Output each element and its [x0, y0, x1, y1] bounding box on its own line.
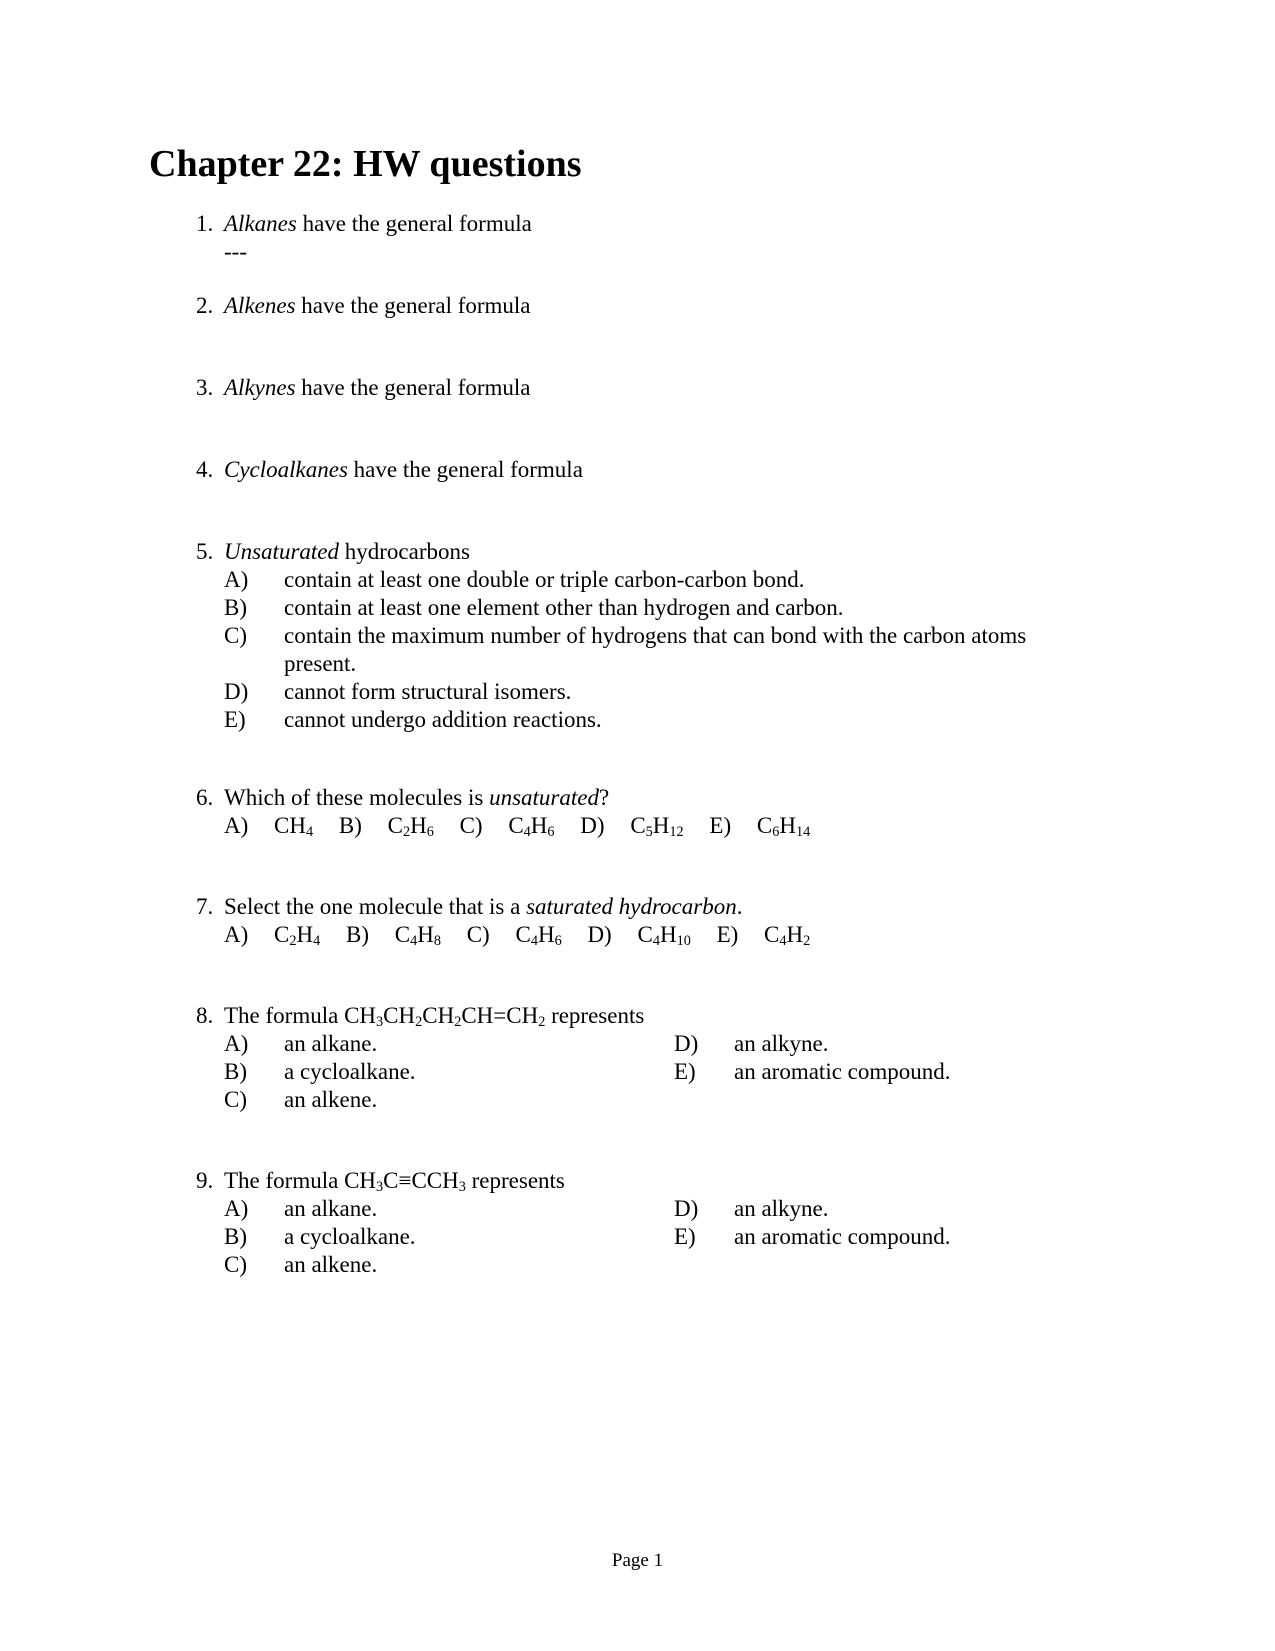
- question-2: [196, 292, 531, 320]
- question-text: have the general formula: [295, 293, 531, 318]
- question-term: unsaturated: [489, 785, 599, 810]
- question-number: 4.: [196, 457, 214, 482]
- answer-options: [224, 812, 830, 840]
- option-letter: C): [224, 623, 247, 648]
- answer-option: B) a cycloalkane.: [224, 1059, 416, 1084]
- answer-option: A) an alkane.: [224, 1031, 378, 1056]
- option-text: contain the maximum number of hydrogens that can bond with the carbon atoms present.: [284, 623, 1027, 676]
- question-text-end: represents: [545, 1003, 645, 1028]
- question-text: have the general formula: [295, 375, 531, 400]
- option-letter: B): [224, 595, 247, 620]
- question-text: The formula: [224, 1003, 345, 1028]
- answer-option: C) an alkene.: [224, 1252, 378, 1277]
- answer-options: [224, 1030, 951, 1114]
- answer-option: E) an aromatic compound.: [674, 1059, 951, 1084]
- answer-option: D) an alkyne.: [674, 1031, 829, 1056]
- answer-option: [224, 566, 1104, 594]
- page-number: Page 1: [611, 1550, 664, 1571]
- question-text: The formula: [224, 1168, 345, 1193]
- option-text: contain at least one element other than hydrogen and carbon.: [284, 595, 844, 620]
- option-text: contain at least one double or triple carbon-carbon bond.: [284, 567, 805, 592]
- question-text: hydrocarbons: [339, 539, 470, 564]
- answer-options: [224, 1195, 951, 1279]
- page-title: Chapter 22: HW questions: [149, 143, 582, 185]
- option-text: cannot undergo addition reactions.: [284, 707, 602, 732]
- question-term: saturated hydrocarbon: [526, 894, 737, 919]
- option-letter: D): [224, 679, 249, 704]
- question-5: [196, 538, 1104, 734]
- chemical-formula: $CH_3CH_2CH_2CH=CH_2$: [344, 1003, 546, 1030]
- question-1: [196, 210, 532, 266]
- question-7: [196, 893, 830, 949]
- question-text-end: represents: [465, 1168, 565, 1193]
- question-term: Alkanes: [224, 211, 297, 236]
- answer-option: [224, 706, 1104, 734]
- question-6: [196, 784, 830, 840]
- answer-option: B) $C_4H_8$: [346, 922, 441, 949]
- question-4: [196, 456, 583, 484]
- answer-option: C) an alkene.: [224, 1087, 378, 1112]
- answer-option: D) $C_4H_{10}$: [587, 922, 691, 949]
- question-text-end: ?: [598, 785, 610, 810]
- question-term: Cycloalkanes: [224, 457, 348, 482]
- option-letter: A): [224, 567, 249, 592]
- option-letter: E): [224, 707, 246, 732]
- answer-option: E) $C_6H_{14}$: [709, 813, 811, 840]
- question-text: Which of these molecules is: [224, 785, 490, 810]
- question-number: 7.: [196, 894, 214, 919]
- question-number: 1.: [196, 211, 214, 236]
- chemical-formula: $CH_3C\equiv CCH_3$: [344, 1168, 466, 1195]
- answer-option: D) $C_5H_{12}$: [580, 813, 684, 840]
- question-term: Unsaturated: [224, 539, 339, 564]
- answer-option: [224, 594, 1104, 622]
- question-number: 6.: [196, 785, 214, 810]
- question-number: 5.: [196, 539, 214, 564]
- answer-option: A) an alkane.: [224, 1196, 378, 1221]
- question-8: [196, 1002, 951, 1114]
- question-3: [196, 374, 531, 402]
- answer-option: B) $C_2H_6$: [338, 813, 434, 840]
- answer-option: D) an alkyne.: [674, 1196, 829, 1221]
- answer-option: A) $C_2H_4$: [224, 922, 321, 949]
- question-number: 2.: [196, 293, 214, 318]
- answer-option: C) $C_4H_6$: [459, 813, 555, 840]
- question-term: Alkenes: [224, 293, 296, 318]
- question-term: Alkynes: [224, 375, 296, 400]
- answer-option: A) $CH_4$: [224, 813, 314, 840]
- question-9: [196, 1167, 951, 1279]
- question-text-end: .: [736, 894, 743, 919]
- question-number: 3.: [196, 375, 214, 400]
- answer-option: E) $C_4H_2$: [716, 922, 811, 949]
- answer-blank: ---: [224, 239, 247, 264]
- answer-options: [224, 566, 1104, 734]
- question-number: 8.: [196, 1003, 214, 1028]
- answer-options: [224, 921, 830, 949]
- answer-option: C) $C_4H_6$: [466, 922, 562, 949]
- answer-option: B) a cycloalkane.: [224, 1224, 416, 1249]
- answer-option: [224, 622, 1104, 678]
- question-text: Select the one molecule that is a: [224, 894, 527, 919]
- answer-option: [224, 678, 1104, 706]
- question-text: have the general formula: [296, 211, 532, 236]
- question-text: have the general formula: [347, 457, 583, 482]
- option-text: cannot form structural isomers.: [284, 679, 572, 704]
- question-number: 9.: [196, 1168, 214, 1193]
- answer-option: E) an aromatic compound.: [674, 1224, 951, 1249]
